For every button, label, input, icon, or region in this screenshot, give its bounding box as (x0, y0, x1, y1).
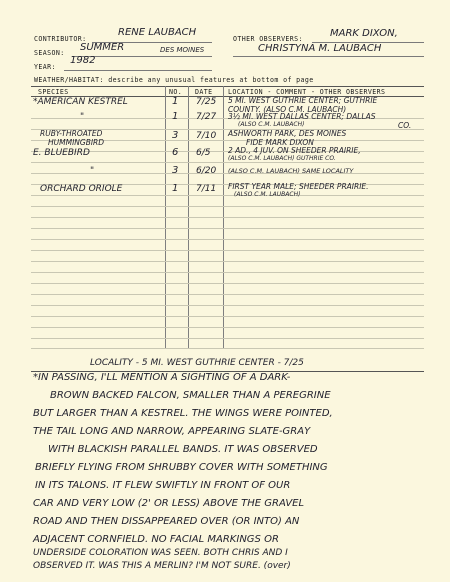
year-underline (64, 70, 212, 71)
other-observers-line2: CHRISTYNA M. LAUBACH (258, 43, 382, 54)
table-row-location: 2 AD., 4 JUV. ON SHEEDER PRAIRIE, (228, 146, 361, 155)
season-value: SUMMER (80, 42, 125, 53)
note-line: THE TAIL LONG AND NARROW, APPEARING SLATE-GRAY (33, 426, 311, 437)
note-line: BRIEFLY FLYING FROM SHRUBBY COVER WITH SOMETHING (35, 462, 328, 473)
contributor-value: RENE LAUBACH (118, 27, 197, 38)
col-header-species: SPECIES (38, 88, 69, 96)
table-row-date: 6/5 (196, 148, 211, 158)
note-line: BUT LARGER THAN A KESTREL. THE WINGS WERE POINTED, (33, 408, 333, 419)
note-line: OBSERVED IT. WAS THIS A MERLIN? I'M NOT SURE. (over) (33, 561, 291, 571)
year-label: YEAR: (34, 63, 56, 71)
note-line: ADJACENT CORNFIELD. NO FACIAL MARKINGS OR (33, 534, 279, 545)
table-row-species: E. BLUEBIRD (33, 148, 90, 158)
note-line: IN ITS TALONS. IT FLEW SWIFTLY IN FRONT OF OUR (35, 480, 291, 491)
note-line: CAR AND VERY LOW (2' OR LESS) ABOVE THE GRAVEL (33, 498, 305, 509)
other-observers-line1: MARK DIXON, (330, 28, 398, 39)
table-row-location-2: FIDE MARK DIXON (246, 138, 314, 147)
table-row-no: 1 (172, 183, 179, 194)
table-row-date: 7/11 (196, 184, 217, 194)
table-top-rule (31, 86, 424, 87)
locality-note: LOCALITY - 5 MI. WEST GUTHRIE CENTER - 7/25 (90, 358, 304, 368)
table-row-location-2: (ALSO C.M. LAUBACH) (234, 191, 301, 198)
note-line: BROWN BACKED FALCON, SMALLER THAN A PEREGRINE (50, 390, 331, 401)
table-row-no: 1 (172, 96, 179, 107)
season-label: SEASON: (34, 49, 65, 57)
note-line: WITH BLACKISH PARALLEL BANDS. IT WAS OBSERVED (48, 444, 318, 455)
table-row-location: ASHWORTH PARK, DES MOINES (228, 129, 347, 138)
table-row-location: FIRST YEAR MALE; SHEEDER PRAIRIE. (228, 182, 369, 191)
table-row-species: " (90, 166, 95, 176)
table-row-location-2: COUNTY. (ALSO C.M. LAUBACH) (228, 105, 347, 114)
other-observers-underline-2 (233, 56, 424, 57)
table-row-no: 1 (172, 111, 179, 122)
habitat-label: WEATHER/HABITAT: describe any unusual features at bottom of page (34, 76, 314, 84)
year-value: 1982 (70, 55, 96, 66)
table-row-no: 6 (172, 147, 179, 158)
contributor-label: CONTRIBUTOR: (34, 35, 87, 43)
table-row-location-2: (ALSO C.M. LAUBACH) GUTHRIE CO. (228, 155, 336, 162)
table-row-species: RUBY-THROATED (40, 129, 103, 138)
table-row-species: *AMERICAN KESTREL (33, 97, 128, 107)
table-row-species: ORCHARD ORIOLE (40, 184, 123, 194)
col-header-no: NO. (169, 88, 183, 96)
season-place: DES MOINES (160, 46, 205, 54)
note-line: *IN PASSING, I'LL MENTION A SIGHTING OF A DARK- (33, 372, 291, 383)
note-line: ROAD AND THEN DISSAPPEARED OVER (OR INTO) AN (33, 516, 300, 527)
table-row-species-2: HUMMINGBIRD (48, 138, 105, 147)
table-row-location-2: (ALSO C.M. LAUBACH) (238, 121, 305, 128)
table-row-no: 3 (172, 165, 179, 176)
table-row-date: 6/20 (196, 166, 217, 176)
table-row-location: (ALSO C.M. LAUBACH) SAME LOCALITY (228, 167, 354, 175)
col-header-date: DATE (195, 88, 213, 96)
other-observers-label: OTHER OBSERVERS: (233, 35, 303, 43)
table-row-species: " (80, 112, 85, 122)
col-header-location: LOCATION - COMMENT - OTHER OBSERVERS (228, 88, 386, 96)
note-line: UNDERSIDE COLORATION WAS SEEN. BOTH CHRIS AND I (33, 548, 288, 558)
table-row-location-extra: CO. (398, 121, 412, 130)
table-row-date: 7/27 (196, 112, 217, 122)
table-row-location: 3½ MI. WEST DALLAS CENTER; DALLAS (228, 112, 376, 121)
table-row-date: 7/25 (196, 97, 217, 107)
table-row-no: 3 (172, 130, 179, 141)
table-row-location: 5 MI. WEST GUTHRIE CENTER; GUTHRIE (228, 96, 378, 105)
table-row-date: 7/10 (196, 131, 217, 141)
